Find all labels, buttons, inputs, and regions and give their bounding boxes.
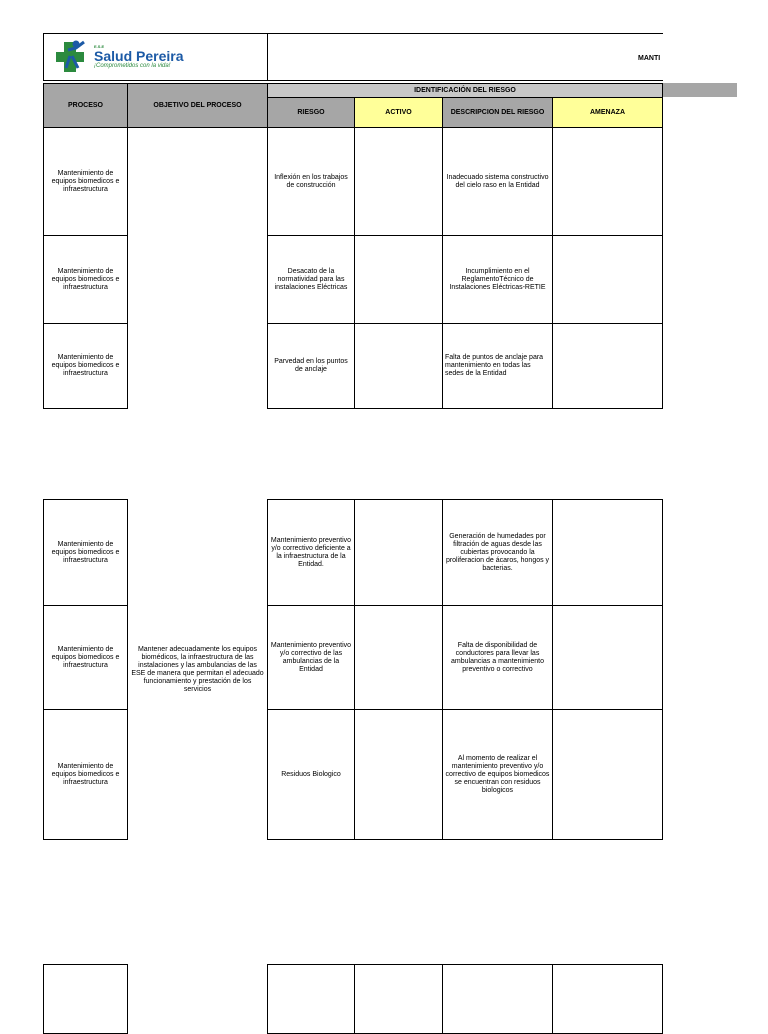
table-row-activo [354,709,443,840]
logo-ese: E.S.E [94,44,105,49]
table-row-riesgo: Mantenimiento preventivo y/o correctivo de las ambulancias de la Entidad [267,605,355,710]
logo [54,38,184,76]
table-row-activo [354,127,443,236]
table-row-descripcion: Falta de disponibilidad de conductores para llevar las ambulancias a mantenimiento preventivo o correctivo [442,605,553,710]
table-row-riesgo: Parvedad en los puntos de anclaje [267,323,355,409]
table-row-riesgo: Desacato de la normatividad para las instalaciones Eléctricas [267,235,355,324]
block1-objetivo-cell [127,127,268,409]
table-row-descripcion: Falta de puntos de anclaje para mantenimiento en todas las sedes de la Entidad [442,323,553,409]
table-row-amenaza [552,323,663,409]
table-row-descripcion: Incumplimiento en el ReglamentoTécnico de Instalaciones Eléctricas-RETIE [442,235,553,324]
table-row-riesgo: Mantenimiento preventivo y/o correctivo deficiente a la infraestructura de la Entidad. [267,499,355,606]
table-row-proceso: Mantenimiento de equipos biomedicos e infraestructura [43,605,128,710]
table-row-descripcion: Generación de humedades por filtración de aguas desde las cubiertas provocando la proliferacion de ácaros, hongos y bacterias. [442,499,553,606]
table-row-proceso: Mantenimiento de equipos biomedicos e infraestructura [43,127,128,236]
table-row-amenaza [552,127,663,236]
table-row-amenaza [552,499,663,606]
table-row-riesgo: Residuos Biologico [267,709,355,840]
table-row-activo [354,323,443,409]
ident-group-header: IDENTIFICACIÓN DEL RIESGO [267,83,663,98]
table-row-activo [354,605,443,710]
col-objetivo-header: OBJETIVO DEL PROCESO [127,83,268,128]
grey-scrollbar-strip [663,83,737,97]
table-row-activo [354,499,443,606]
health-cross-logo-icon [54,38,90,76]
block2-objetivo-cell: Mantener adecuadamente los equipos biomédicos, la infraestructura de las instalaciones y las ambulancias de las ESE de manera que permitan el adecuado funcionamiento y prestación de los servicios [127,499,268,840]
header-title-cell [267,33,663,81]
table-row-proceso: Mantenimiento de equipos biomedicos e infraestructura [43,235,128,324]
col-activo-header: ACTIVO [354,97,443,128]
table-row-amenaza [552,709,663,840]
logo-name: Salud Pereira [94,48,184,64]
table-row-proceso: Mantenimiento de equipos biomedicos e infraestructura [43,499,128,606]
table-row-proceso: Mantenimiento de equipos biomedicos e infraestructura [43,323,128,409]
logo-slogan: ¡Comprometidos con la vida! [94,63,171,69]
table-row-descripcion: Al momento de realizar el mantenimiento preventivo y/o correctivo de equipos biomedicos se encuentran con residuos biologicos [442,709,553,840]
table-row-descripcion: Inadecuado sistema constructivo del cielo raso en la Entidad [442,127,553,236]
header-title: MANTI [638,55,661,62]
col-amenaza-header: AMENAZA [552,97,663,128]
table-row-amenaza [552,605,663,710]
table-row-proceso: Mantenimiento de equipos biomedicos e infraestructura [43,709,128,840]
table-row-activo [354,235,443,324]
col-descripcion-header: DESCRIPCION DEL RIESGO [442,97,553,128]
table-row-amenaza [552,235,663,324]
col-proceso-header: PROCESO [43,83,128,128]
table-row-riesgo: Inflexión en los trabajos de construcción [267,127,355,236]
col-riesgo-header: RIESGO [267,97,355,128]
